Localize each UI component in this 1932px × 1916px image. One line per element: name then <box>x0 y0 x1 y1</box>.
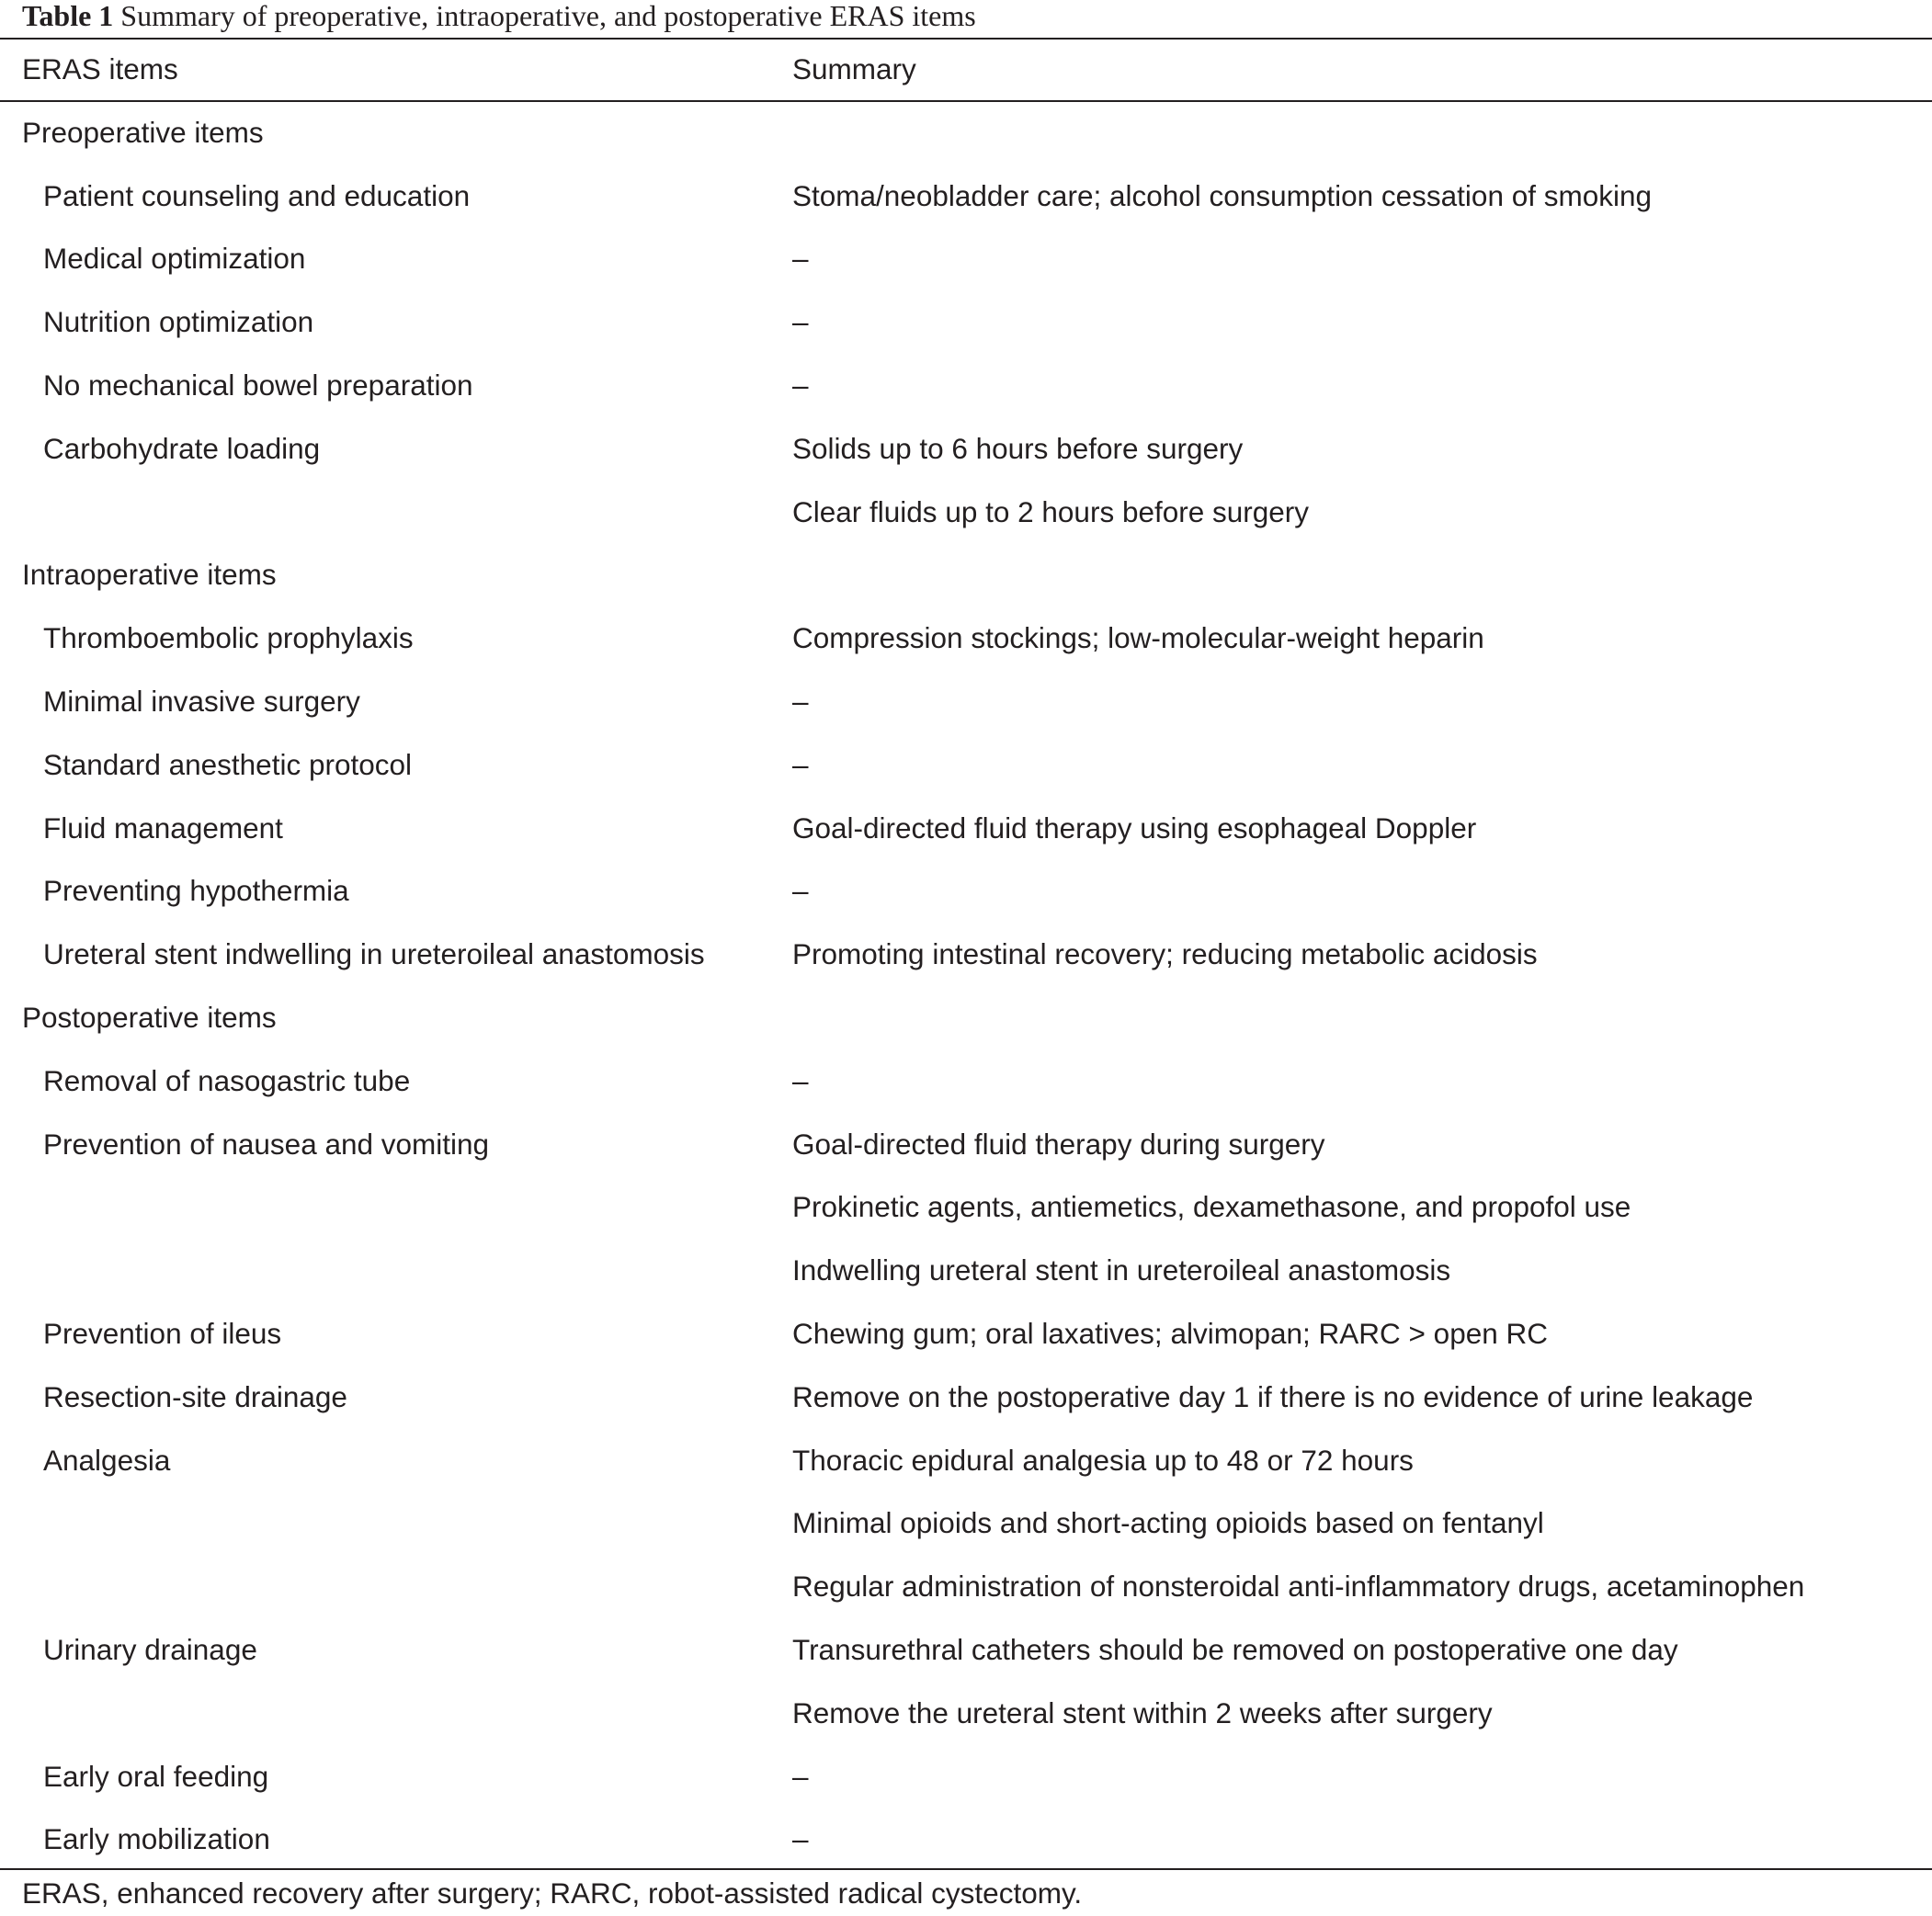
table-row <box>0 1113 1932 1176</box>
table-row <box>0 417 1932 481</box>
header-row <box>0 38 1932 101</box>
eras-item-cell: Standard anesthetic protocol <box>43 747 413 781</box>
header-rule <box>0 100 1932 102</box>
summary-cell: Regular administration of nonsteroidal anti-inflammatory drugs, acetaminophen <box>792 1570 1805 1604</box>
section-row <box>0 986 1932 1049</box>
table-row <box>0 354 1932 417</box>
table-caption <box>22 0 976 33</box>
summary-cell: Remove on the postoperative day 1 if there is no evidence of urine leakage <box>792 1379 1754 1413</box>
eras-item-cell: Medical optimization <box>43 242 306 276</box>
summary-cell: Goal-directed fluid therapy during surgery <box>792 1127 1325 1161</box>
table-body <box>0 101 1932 1871</box>
table-row <box>0 1682 1932 1745</box>
section-label: Postoperative items <box>22 1000 277 1034</box>
table-row <box>0 1429 1932 1492</box>
table-row <box>0 164 1932 228</box>
eras-item-cell: Prevention of ileus <box>43 1316 282 1350</box>
summary-cell: Thoracic epidural analgesia up to 48 or 72 hours <box>792 1443 1414 1477</box>
summary-cell: – <box>792 1759 809 1793</box>
eras-item-cell: Minimal invasive surgery <box>43 684 360 718</box>
table-row <box>0 923 1932 986</box>
eras-item-cell: Fluid management <box>43 811 283 845</box>
summary-cell: Remove the ureteral stent within 2 weeks after surgery <box>792 1695 1493 1729</box>
table-row <box>0 1175 1932 1239</box>
eras-item-cell: Prevention of nausea and vomiting <box>43 1127 490 1161</box>
summary-cell: Promoting intestinal recovery; reducing metabolic acidosis <box>792 937 1538 971</box>
eras-item-cell: Urinary drainage <box>43 1632 257 1666</box>
eras-item-cell: Preventing hypothermia <box>43 874 349 908</box>
summary-cell: – <box>792 242 809 276</box>
eras-item-cell: Early mobilization <box>43 1822 270 1856</box>
summary-cell: Minimal opioids and short-acting opioids based on fentanyl <box>792 1506 1544 1540</box>
section-label: Preoperative items <box>22 115 264 149</box>
eras-item-cell: No mechanical bowel preparation <box>43 368 473 402</box>
eras-item-cell: Ureteral stent indwelling in ureteroileal anastomosis <box>43 937 705 971</box>
bottom-rule <box>0 1868 1932 1870</box>
table-row <box>0 1745 1932 1808</box>
table-row <box>0 227 1932 290</box>
table-row <box>0 859 1932 923</box>
section-label: Intraoperative items <box>22 558 277 592</box>
eras-item-cell: Removal of nasogastric tube <box>43 1063 411 1097</box>
table-row <box>0 607 1932 670</box>
section-row <box>0 543 1932 607</box>
eras-table <box>0 38 1932 1871</box>
summary-cell: Transurethral catheters should be removed on postoperative one day <box>792 1632 1678 1666</box>
table-row <box>0 1239 1932 1302</box>
table-caption-text: Summary of preoperative, intraoperative, and postoperative ERAS items <box>120 0 976 32</box>
header-eras-items: ERAS items <box>22 52 178 85</box>
summary-cell: – <box>792 1063 809 1097</box>
table-row <box>0 1049 1932 1113</box>
summary-cell: Prokinetic agents, antiemetics, dexamethasone, and propofol use <box>792 1190 1631 1224</box>
eras-item-cell: Early oral feeding <box>43 1759 269 1793</box>
section-row <box>0 101 1932 164</box>
eras-item-cell: Patient counseling and education <box>43 178 471 212</box>
header-summary: Summary <box>792 52 916 85</box>
summary-cell: Clear fluids up to 2 hours before surgery <box>792 494 1310 528</box>
summary-cell: – <box>792 1822 809 1856</box>
summary-cell: Solids up to 6 hours before surgery <box>792 431 1244 465</box>
table-row <box>0 1302 1932 1366</box>
eras-item-cell: Carbohydrate loading <box>43 431 321 465</box>
summary-cell: Indwelling ureteral stent in ureteroileal anastomosis <box>792 1253 1451 1287</box>
table-row <box>0 1808 1932 1871</box>
table-row <box>0 1618 1932 1682</box>
table-row <box>0 670 1932 733</box>
eras-item-cell: Analgesia <box>43 1443 171 1477</box>
table-caption-label: Table 1 <box>22 0 114 32</box>
table-footnote: ERAS, enhanced recovery after surgery; RARC, robot-assisted radical cystectomy. <box>22 1876 1083 1910</box>
summary-cell: – <box>792 368 809 402</box>
summary-cell: – <box>792 684 809 718</box>
summary-cell: Compression stockings; low-molecular-weight heparin <box>792 621 1484 655</box>
table-row <box>0 1366 1932 1429</box>
table-row <box>0 1491 1932 1555</box>
summary-cell: – <box>792 874 809 908</box>
summary-cell: – <box>792 305 809 339</box>
table-row <box>0 797 1932 860</box>
eras-item-cell: Thromboembolic prophylaxis <box>43 621 414 655</box>
summary-cell: – <box>792 747 809 781</box>
summary-cell: Goal-directed fluid therapy using esophageal Doppler <box>792 811 1477 845</box>
summary-cell: Chewing gum; oral laxatives; alvimopan; RARC > open RC <box>792 1316 1548 1350</box>
table-row <box>0 733 1932 797</box>
summary-cell: Stoma/neobladder care; alcohol consumption cessation of smoking <box>792 178 1653 212</box>
eras-item-cell: Nutrition optimization <box>43 305 314 339</box>
eras-item-cell: Resection-site drainage <box>43 1379 347 1413</box>
table-row <box>0 481 1932 544</box>
table-row <box>0 1555 1932 1618</box>
table-row <box>0 290 1932 354</box>
